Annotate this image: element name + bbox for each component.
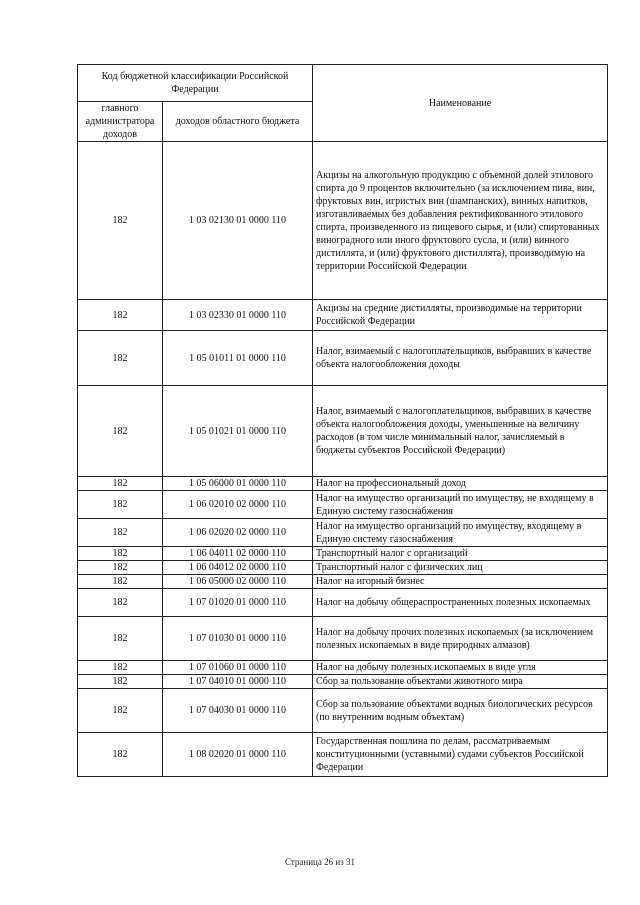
table-row — [78, 519, 608, 547]
table-row — [78, 675, 608, 689]
revenue-name: Налог на профессиональный доход — [313, 477, 608, 491]
revenue-code: 1 06 04012 02 0000 110 — [163, 561, 313, 575]
admin-code: 182 — [78, 589, 163, 617]
revenue-code: 1 08 02020 01 0000 110 — [163, 733, 313, 777]
header-code-group: Код бюджетной классификации Российской Федерации — [78, 65, 313, 102]
table-row — [78, 589, 608, 617]
revenue-code: 1 03 02330 01 0000 110 — [163, 300, 313, 331]
table-row — [78, 575, 608, 589]
revenue-code: 1 05 01011 01 0000 110 — [163, 331, 313, 386]
admin-code: 182 — [78, 386, 163, 477]
revenue-code: 1 05 06000 01 0000 110 — [163, 477, 313, 491]
revenue-name: Государственная пошлина по делам, рассматриваемым конституционными (уставными) судами субъектов Российской Федерации — [313, 733, 608, 777]
table-row — [78, 617, 608, 661]
revenue-name: Сбор за пользование объектами животного мира — [313, 675, 608, 689]
table-row — [78, 561, 608, 575]
admin-code: 182 — [78, 547, 163, 561]
table-row — [78, 547, 608, 561]
revenue-name: Акцизы на алкогольную продукцию с объемной долей этилового спирта до 9 процентов включительно (за исключением пива, вин, фруктовых вин, игристых вин (шампанских), винных напитков, изготавливаемых без добавления ректификованного этилового спирта, произведенного из пищевого сырья, и (или) спиртованных виноградного или иного фруктового сусла, и (или) винного дистиллята, и (или) фруктового дистиллята), производимую на территории Российской Федерации — [313, 142, 608, 300]
revenue-name: Налог на имущество организаций по имуществу, не входящему в Единую систему газоснабжения — [313, 491, 608, 519]
admin-code: 182 — [78, 661, 163, 675]
header-name: Наименование — [313, 65, 608, 142]
revenue-name: Налог на добычу прочих полезных ископаемых (за исключением полезных ископаемых в виде природных алмазов) — [313, 617, 608, 661]
revenue-code: 1 06 04011 02 0000 110 — [163, 547, 313, 561]
revenue-name: Налог на имущество организаций по имуществу, входящему в Единую систему газоснабжения — [313, 519, 608, 547]
revenue-code: 1 03 02130 01 0000 110 — [163, 142, 313, 300]
revenue-name: Налог, взимаемый с налогоплательщиков, выбравших в качестве объекта налогообложения доходы — [313, 331, 608, 386]
admin-code: 182 — [78, 491, 163, 519]
admin-code: 182 — [78, 733, 163, 777]
table-row — [78, 300, 608, 331]
admin-code: 182 — [78, 331, 163, 386]
header-revenue: доходов областного бюджета — [163, 102, 313, 142]
table-row — [78, 477, 608, 491]
table-row — [78, 733, 608, 777]
admin-code: 182 — [78, 142, 163, 300]
revenue-name: Акцизы на средние дистилляты, производимые на территории Российской Федерации — [313, 300, 608, 331]
revenue-code: 1 06 02020 02 0000 110 — [163, 519, 313, 547]
table-row — [78, 661, 608, 675]
revenue-code: 1 07 04030 01 0000 110 — [163, 689, 313, 733]
admin-code: 182 — [78, 477, 163, 491]
header-admin: главного администратора доходов — [78, 102, 163, 142]
budget-classification-table — [77, 64, 608, 777]
revenue-name: Транспортный налог с организаций — [313, 547, 608, 561]
revenue-name: Транспортный налог с физических лиц — [313, 561, 608, 575]
revenue-code: 1 06 05000 02 0000 110 — [163, 575, 313, 589]
table-row — [78, 491, 608, 519]
revenue-code: 1 07 01030 01 0000 110 — [163, 617, 313, 661]
revenue-code: 1 06 02010 02 0000 110 — [163, 491, 313, 519]
admin-code: 182 — [78, 519, 163, 547]
admin-code: 182 — [78, 689, 163, 733]
admin-code: 182 — [78, 617, 163, 661]
revenue-name: Сбор за пользование объектами водных биологических ресурсов (по внутренним водным объектам) — [313, 689, 608, 733]
revenue-code: 1 05 01021 01 0000 110 — [163, 386, 313, 477]
revenue-code: 1 07 01020 01 0000 110 — [163, 589, 313, 617]
revenue-name: Налог на добычу общераспространенных полезных ископаемых — [313, 589, 608, 617]
admin-code: 182 — [78, 561, 163, 575]
admin-code: 182 — [78, 575, 163, 589]
admin-code: 182 — [78, 675, 163, 689]
revenue-name: Налог, взимаемый с налогоплательщиков, выбравших в качестве объекта налогообложения доходы, уменьшенные на величину расходов (в том числе минимальный налог, зачисляемый в бюджеты субъектов Российской Федерации) — [313, 386, 608, 477]
revenue-code: 1 07 01060 01 0000 110 — [163, 661, 313, 675]
page-number: Страница 26 из 31 — [285, 857, 355, 867]
table-row — [78, 386, 608, 477]
table-row — [78, 142, 608, 300]
revenue-name: Налог на игорный бизнес — [313, 575, 608, 589]
revenue-code: 1 07 04010 01 0000 110 — [163, 675, 313, 689]
revenue-name: Налог на добычу полезных ископаемых в виде угля — [313, 661, 608, 675]
admin-code: 182 — [78, 300, 163, 331]
table-row — [78, 331, 608, 386]
table-row — [78, 689, 608, 733]
